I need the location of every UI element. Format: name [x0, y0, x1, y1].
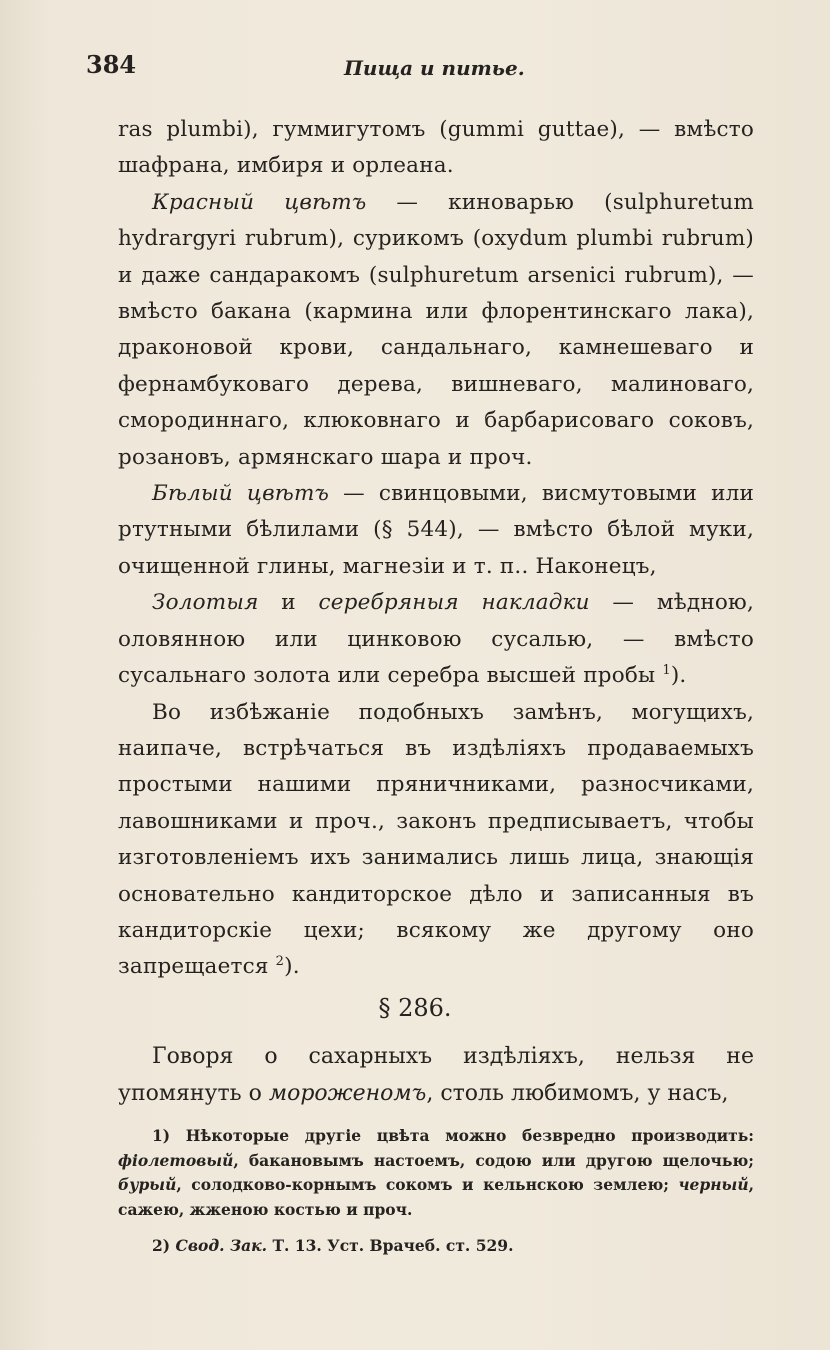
- text-run: , сажею, жженою костью и проч.: [118, 1175, 754, 1219]
- paragraph-p2: [118, 185, 754, 476]
- text-run: — киноварью (sulphuretum hydrargyri rubrum), сурикомъ (oxydum plumbi rubrum) и даже сандаракомъ (sulphuretum arsenici rubrum), — вмѣсто бакана (кармина или флорентинскаго лака), драконовой крови, сандальнаго, камнешеваго и фернамбуковаго дерева, вишневаго, малиноваго, смородиннаго, клюковнаго и барбарисоваго соковъ, розановъ, армянскаго шара и проч.: [118, 189, 754, 470]
- text-run: 1) Нѣкоторые другіе цвѣта можно безвредно производить:: [152, 1126, 754, 1145]
- text-run: Во избѣжаніе подобныхъ замѣнъ, могущихъ, наипаче, встрѣчаться въ издѣліяхъ продаваемыхъ простыми нашими пряничниками, разносчиками, лавошниками и проч., законъ предписываетъ, чтобы изготовленіемъ ихъ занимались лишь лица, знающія основательно кандиторское дѣло и записанныя въ кандиторскіе цехи; всякому же другому оно запрещается: [118, 699, 754, 980]
- text-run: ras plumbi), гуммигутомъ (gummi guttae), — вмѣсто шафрана, имбиря и орлеана.: [118, 117, 754, 179]
- italic-term: мороженомъ: [268, 1081, 427, 1106]
- running-title: Пища и питье.: [344, 56, 525, 80]
- paragraph-p1: [118, 112, 754, 185]
- paragraph-p5: [118, 695, 754, 986]
- text-run: , бакановымъ настоемъ, содою или другою щелочью;: [233, 1150, 754, 1170]
- page-number: 384: [86, 50, 137, 79]
- footnotes: [118, 1124, 754, 1259]
- text-run: 2): [152, 1236, 176, 1255]
- italic-term: Красный цвѣтъ: [152, 189, 367, 215]
- main-text: [118, 112, 754, 986]
- footnote-marker: 1: [662, 662, 671, 678]
- text-run: и: [258, 590, 319, 616]
- italic-term: Золотыя: [152, 590, 259, 616]
- italic-term: серебряныя накладки: [318, 590, 590, 616]
- paragraph-p4: [118, 585, 754, 694]
- footnote-fn2: [118, 1234, 754, 1259]
- text-run: — свинцовыми, висмутовыми или ртутными бѣлилами (§ 544), — вмѣсто бѣлой муки, очищенной глины, магнезіи и т. п.. Наконецъ,: [118, 481, 754, 579]
- italic-term: фіолетовый: [118, 1150, 234, 1170]
- text-run: Говоря о сахарныхъ издѣліяхъ, нельзя не упомянуть о: [118, 1044, 754, 1106]
- italic-term: Свод. Зак.: [175, 1236, 268, 1255]
- italic-term: бурый: [118, 1175, 177, 1194]
- text-run: ).: [670, 663, 687, 689]
- text-run: ).: [284, 954, 300, 980]
- italic-term: черный: [678, 1175, 749, 1194]
- text-run: Т. 13. Уст. Врачеб. ст. 529.: [267, 1236, 514, 1255]
- footnote-fn1: [118, 1124, 754, 1222]
- text-run: , солодково-корнымъ сокомъ и кельнскою землею;: [176, 1175, 679, 1194]
- text-run: , столь любимомъ, у насъ,: [426, 1081, 729, 1106]
- section-heading: § 286.: [378, 994, 452, 1022]
- section-paragraph: [118, 1038, 754, 1112]
- paragraph-p3: [118, 476, 754, 585]
- text-run: — мѣдною, оловянною или цинковою сусалью, — вмѣсто сусальнаго золота или серебра высшей пробы: [118, 590, 754, 689]
- section-text: [118, 1038, 754, 1112]
- italic-term: Бѣлый цвѣтъ: [152, 481, 330, 507]
- page-header: [86, 50, 754, 90]
- footnote-marker: 2: [275, 954, 285, 970]
